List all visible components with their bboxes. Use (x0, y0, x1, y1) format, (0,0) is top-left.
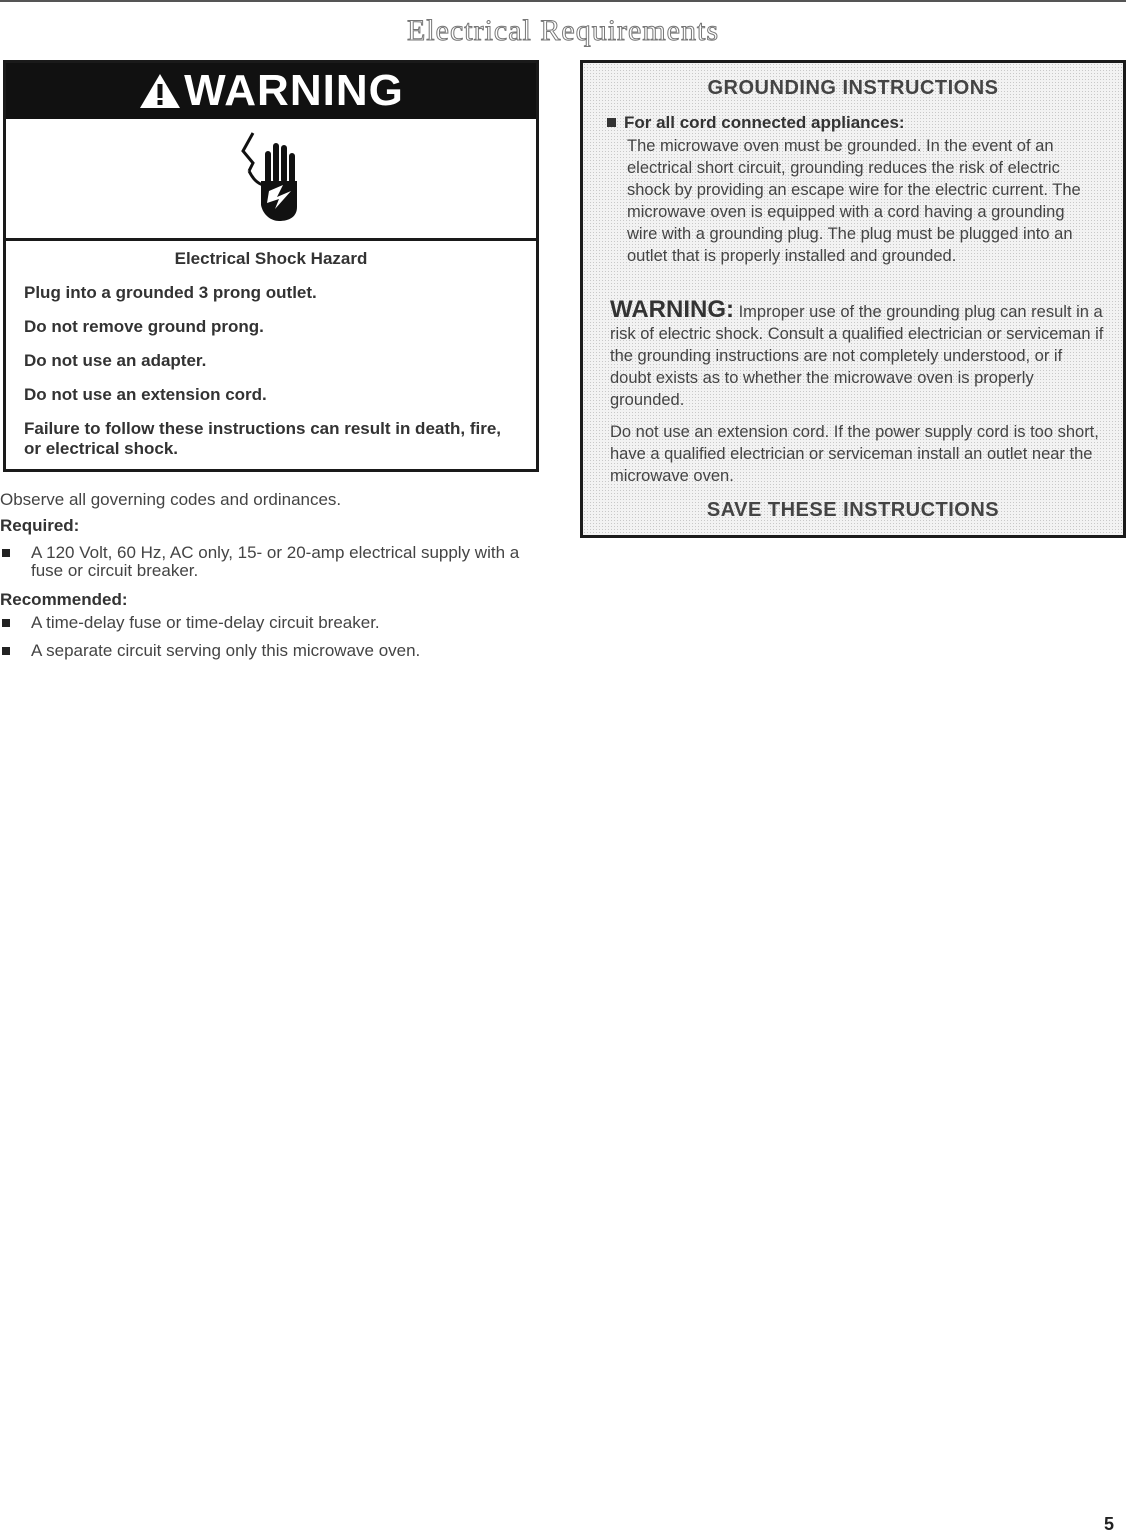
warning-line: Do not remove ground prong. (24, 317, 264, 336)
warning-body (6, 241, 536, 459)
warning-line: Plug into a grounded 3 prong outlet. (24, 283, 317, 302)
grounding-box (580, 60, 1126, 538)
recommended-item: A time-delay fuse or time-delay circuit breaker. (0, 614, 540, 632)
bullet-square-icon (2, 549, 10, 557)
top-rule (0, 0, 1126, 2)
save-instructions: SAVE THESE INSTRUCTIONS (706, 499, 1000, 521)
grounding-subheading: For all cord connected appliances: (607, 113, 905, 133)
observe-text: Observe all governing codes and ordinances. (0, 490, 342, 509)
bullet-square-icon (2, 619, 10, 627)
grounding-title: GROUNDING INSTRUCTIONS (707, 77, 999, 99)
warning-triangle-icon (138, 71, 182, 111)
warning-line: Failure to follow these instructions can result in death, fire, or electrical shock. (24, 419, 502, 458)
bullet-square-icon (2, 647, 10, 655)
recommended-heading: Recommended: (0, 590, 128, 609)
page-number: 5 (1103, 1514, 1114, 1534)
page-title: Electrical Requirements (406, 14, 720, 47)
electrical-shock-hand-icon (231, 129, 311, 229)
grounding-paragraph: Do not use an extension cord. If the power supply cord is too short, have a qualified electrician or serviceman install an outlet near the microwave oven. (610, 423, 1099, 485)
shock-icon-area (6, 119, 536, 241)
recommended-item: A separate circuit serving only this microwave oven. (0, 642, 540, 660)
warning-line: Do not use an adapter. (24, 351, 207, 370)
grounding-warning (610, 296, 1105, 411)
warning-header-label: WARNING (184, 66, 404, 115)
grounding-warning-text: Improper use of the grounding plug can result in a risk of electric shock. Consult a qualified electrician or serviceman if the grounding instructions are not completely understood, or if doubt exists as to whether the microwave oven is properly grounded. (610, 303, 1104, 409)
grounding-warning-label: WARNING: (610, 296, 734, 323)
required-heading: Required: (0, 516, 80, 535)
warning-line: Do not use an extension cord. (24, 385, 267, 404)
warning-header (6, 63, 536, 119)
hazard-title: Electrical Shock Hazard (174, 249, 368, 268)
warning-box (3, 60, 539, 472)
bullet-square-icon (607, 118, 616, 127)
required-item: A 120 Volt, 60 Hz, AC only, 15- or 20-amp electrical supply with a fuse or circuit breaker. (0, 544, 540, 580)
grounding-paragraph: The microwave oven must be grounded. In the event of an electrical short circuit, grounding reduces the risk of electric shock by providing an escape wire for the electric current. The microwave oven is equipped with a cord having a grounding wire with a grounding plug. The plug must be plugged into an outlet that is properly installed and grounded. (627, 137, 1081, 265)
